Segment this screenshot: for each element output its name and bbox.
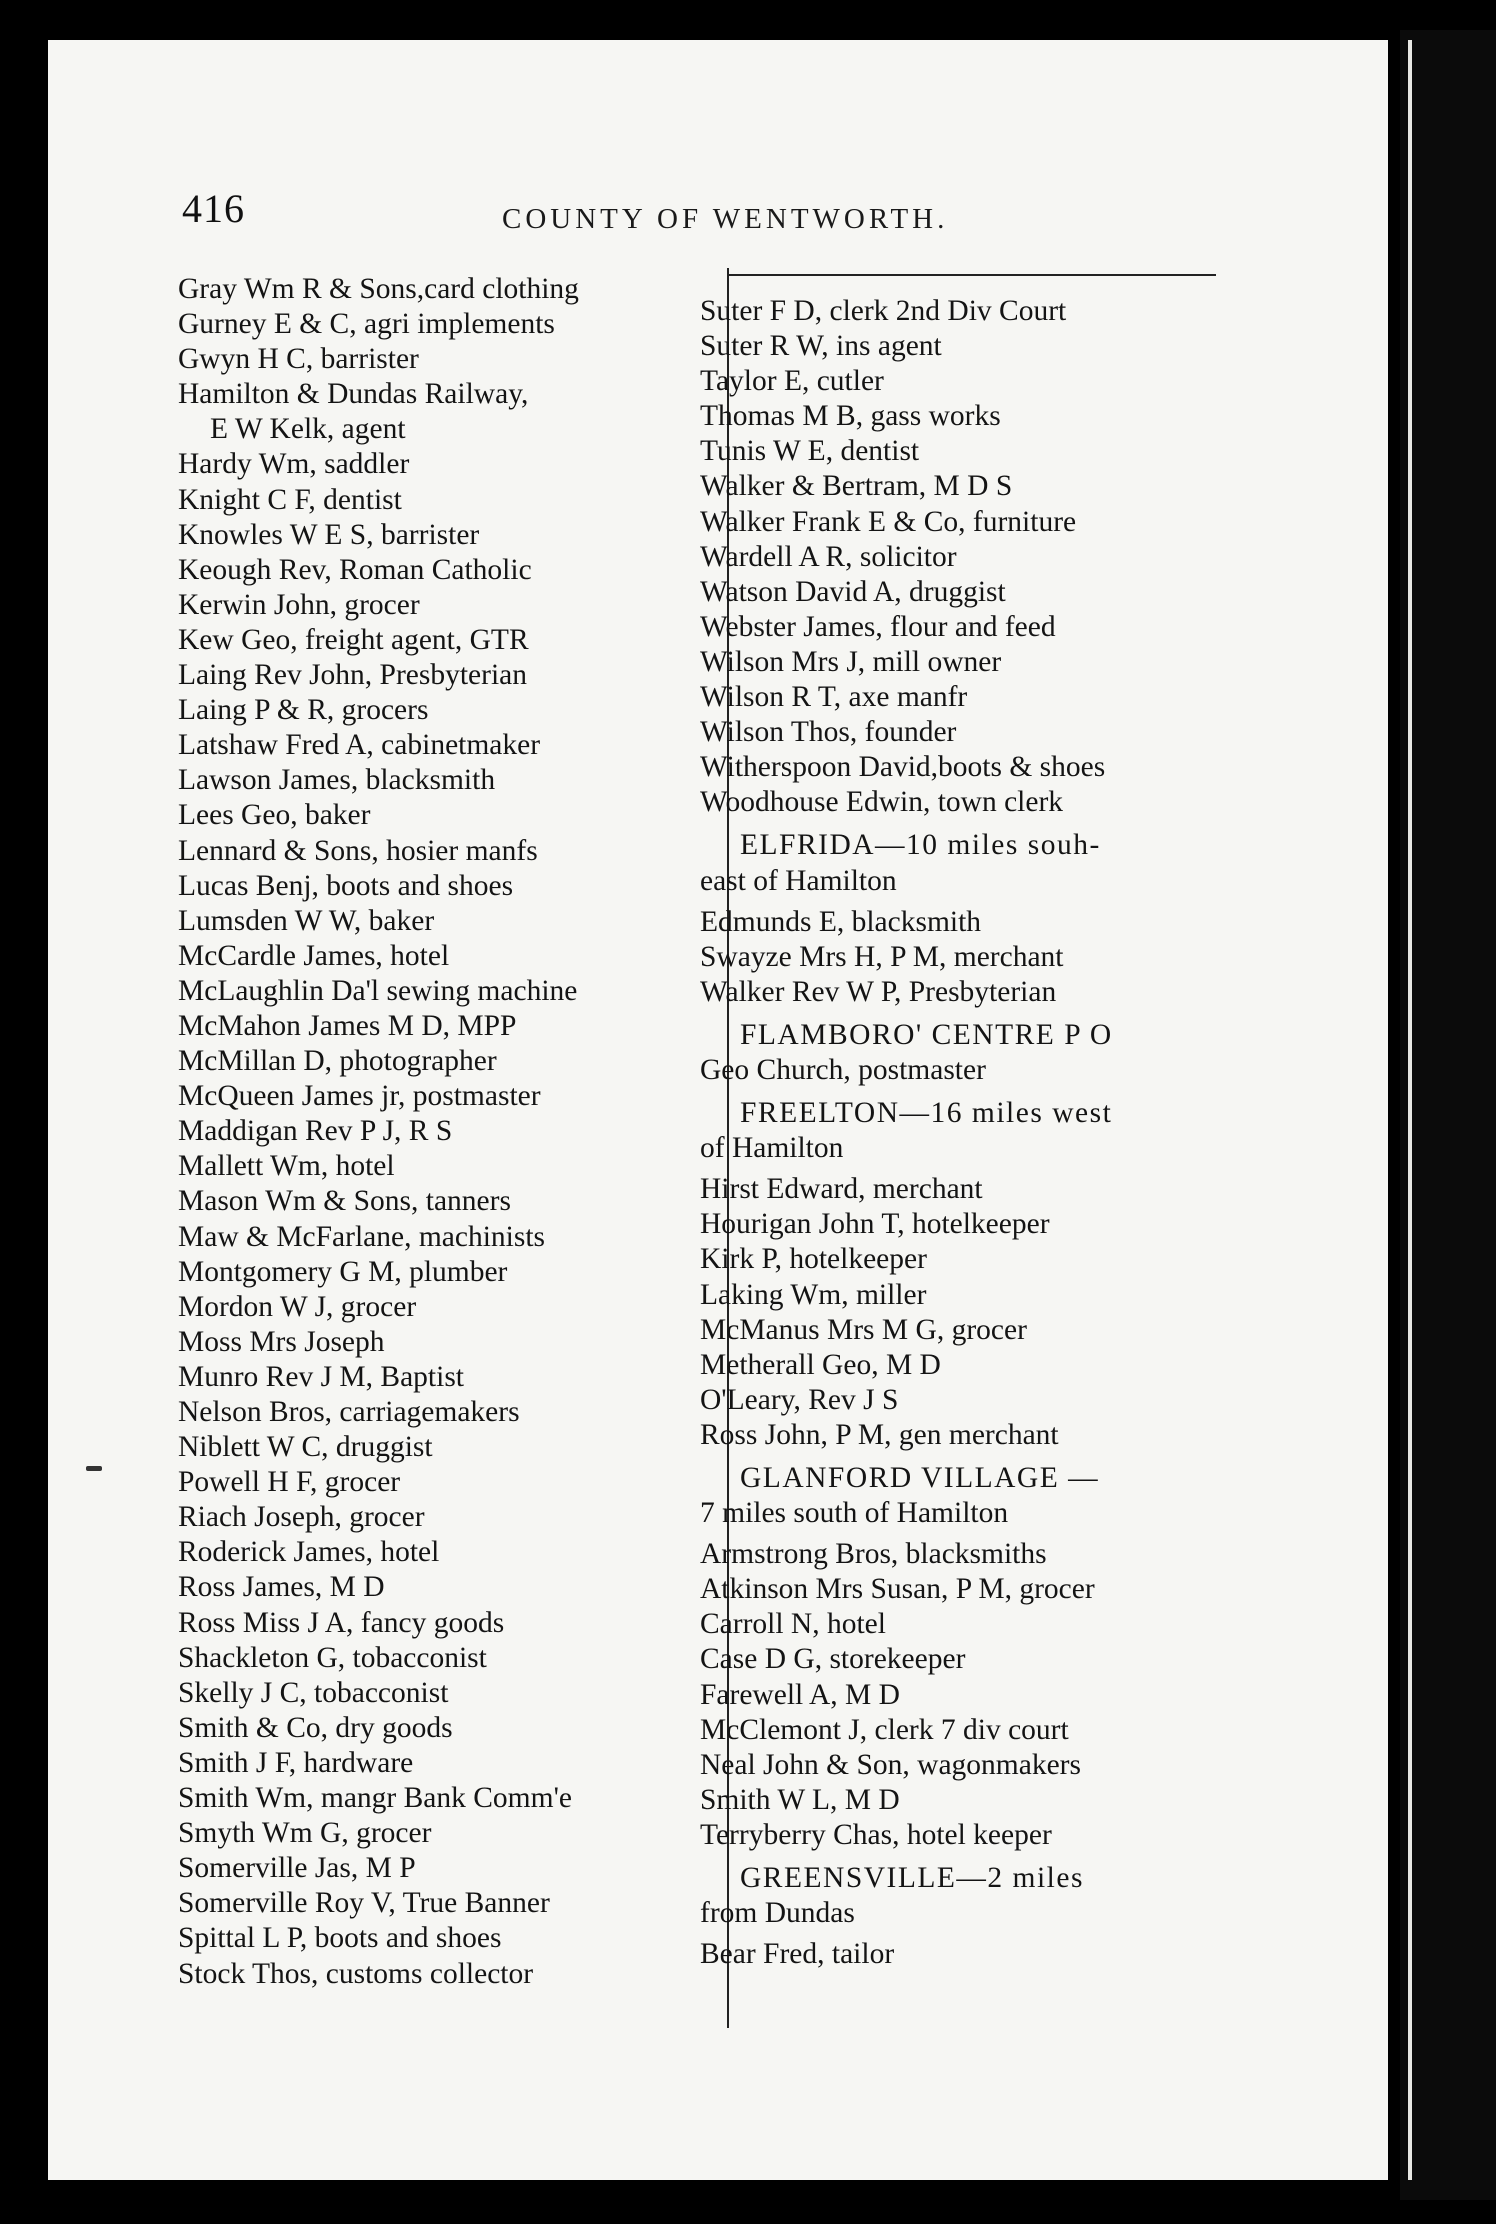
directory-entry: Maw & McFarlane, machinists (178, 1220, 546, 1253)
directory-entry: E W Kelk, agent (210, 413, 406, 446)
directory-entry: McLaughlin Da'l sewing machine (178, 974, 578, 1007)
directory-entry: Roderick James, hotel (178, 1536, 440, 1569)
directory-entry: Case D G, storekeeper (700, 1643, 966, 1676)
section-heading: ELFRIDA—10 miles souh- (740, 829, 1101, 862)
directory-entry: Walker & Bertram, M D S (700, 470, 1013, 503)
directory-entry: Kew Geo, freight agent, GTR (178, 623, 529, 656)
header-rule (728, 274, 1216, 276)
directory-entry: Knowles W E S, barrister (178, 518, 480, 551)
directory-entry: McCardle James, hotel (178, 939, 450, 972)
directory-entry: Walker Frank E & Co, furniture (700, 505, 1077, 538)
directory-entry: Neal John & Son, wagonmakers (700, 1748, 1081, 1781)
page-number: 416 (182, 186, 245, 231)
directory-entry: Wilson Mrs J, mill owner (700, 645, 1002, 678)
directory-entry: Woodhouse Edwin, town clerk (700, 786, 1064, 819)
directory-entry: Mordon W J, grocer (178, 1290, 417, 1323)
directory-entry: Kirk P, hotelkeeper (700, 1243, 927, 1276)
directory-entry: Gurney E & C, agri implements (178, 308, 555, 341)
directory-entry: McMillan D, photographer (178, 1045, 497, 1078)
directory-entry: Terryberry Chas, hotel keeper (700, 1818, 1052, 1851)
directory-entry: Hamilton & Dundas Railway, (178, 378, 529, 411)
page-header (182, 185, 1232, 245)
left-column (178, 272, 718, 1992)
directory-entry: Latshaw Fred A, cabinetmaker (178, 729, 541, 762)
directory-entry: Mallett Wm, hotel (178, 1150, 395, 1183)
directory-entry: Hirst Edward, merchant (700, 1173, 983, 1206)
directory-entry: Powell H F, grocer (178, 1466, 401, 1499)
directory-entry: Swayze Mrs H, P M, merchant (700, 940, 1064, 973)
directory-entry: Edmunds E, blacksmith (700, 905, 982, 938)
directory-entry: Tunis W E, dentist (700, 435, 920, 468)
directory-entry: Somerville Jas, M P (178, 1852, 416, 1885)
directory-entry: Atkinson Mrs Susan, P M, grocer (700, 1573, 1095, 1606)
directory-entry: Niblett W C, druggist (178, 1431, 433, 1464)
directory-entry: Skelly J C, tobacconist (178, 1676, 449, 1709)
directory-entry: Riach Joseph, grocer (178, 1501, 425, 1534)
directory-entry: Lees Geo, baker (178, 799, 371, 832)
directory-entry: Lawson James, blacksmith (178, 764, 496, 797)
directory-entry: Moss Mrs Joseph (178, 1325, 385, 1358)
section-heading: GLANFORD VILLAGE — (740, 1462, 1100, 1494)
directory-entry: Somerville Roy V, True Banner (178, 1887, 550, 1920)
directory-entry: Ross John, P M, gen merchant (700, 1418, 1059, 1451)
directory-entry: of Hamilton (700, 1132, 844, 1165)
directory-entry: Taylor E, cutler (700, 365, 884, 398)
directory-entry: Carroll N, hotel (700, 1608, 886, 1641)
directory-entry: Witherspoon David,boots & shoes (700, 751, 1106, 784)
adjacent-page-edge (1400, 30, 1496, 2200)
directory-entry: McClemont J, clerk 7 div court (700, 1713, 1069, 1746)
directory-entry: from Dundas (700, 1897, 855, 1930)
directory-entry: Geo Church, postmaster (700, 1053, 986, 1086)
directory-entry: Smith Wm, mangr Bank Comm'e (178, 1782, 572, 1815)
adjacent-page-edge-line (1408, 40, 1412, 2180)
directory-entry: Webster James, flour and feed (700, 610, 1056, 643)
directory-entry: Suter R W, ins agent (700, 330, 942, 363)
directory-entry: Gray Wm R & Sons,card clothing (178, 273, 579, 305)
directory-entry: Lennard & Sons, hosier manfs (178, 834, 538, 867)
right-column (700, 294, 1240, 1972)
section-heading: GREENSVILLE—2 miles (740, 1862, 1084, 1895)
directory-entry: Smith W L, M D (700, 1783, 900, 1816)
directory-entry: Ross Miss J A, fancy goods (178, 1606, 505, 1639)
directory-entry: Watson David A, druggist (700, 575, 1006, 608)
directory-entry: Maddigan Rev P J, R S (178, 1115, 453, 1148)
directory-entry: Gwyn H C, barrister (178, 343, 419, 376)
directory-entry: Walker Rev W P, Presbyterian (700, 975, 1057, 1008)
directory-entry: Nelson Bros, carriagemakers (178, 1396, 520, 1428)
directory-entry: Thomas M B, gass works (700, 400, 1001, 433)
directory-entry: Wilson Thos, founder (700, 716, 957, 749)
directory-entry: Farewell A, M D (700, 1678, 900, 1711)
directory-entry: Wilson R T, axe manfr (700, 681, 968, 714)
directory-entry: Mason Wm & Sons, tanners (178, 1185, 511, 1218)
directory-entry: Laing P & R, grocers (178, 694, 429, 727)
section-heading: FREELTON—16 miles west (740, 1097, 1113, 1130)
directory-entry: Lucas Benj, boots and shoes (178, 869, 514, 902)
directory-entry: McQueen James jr, postmaster (178, 1080, 541, 1113)
directory-entry: Laing Rev John, Presbyterian (178, 659, 528, 692)
running-title: COUNTY OF WENTWORTH. (502, 203, 949, 235)
directory-entry: Suter F D, clerk 2nd Div Court (700, 295, 1067, 327)
directory-entry: McManus Mrs M G, grocer (700, 1313, 1027, 1346)
directory-entry: Stock Thos, customs collector (178, 1957, 534, 1990)
directory-entry: Hourigan John T, hotelkeeper (700, 1208, 1050, 1241)
directory-entry: Montgomery G M, plumber (178, 1255, 508, 1288)
directory-entry: Ross James, M D (178, 1571, 385, 1604)
directory-entry: Lumsden W W, baker (178, 904, 435, 937)
directory-entry: Armstrong Bros, blacksmiths (700, 1538, 1047, 1571)
directory-entry: Smyth Wm G, grocer (178, 1817, 432, 1850)
directory-entry: Keough Rev, Roman Catholic (178, 553, 532, 586)
directory-entry: Laking Wm, miller (700, 1278, 927, 1311)
directory-entry: 7 miles south of Hamilton (700, 1497, 1009, 1530)
directory-entry: Shackleton G, tobacconist (178, 1641, 487, 1674)
directory-entry: Metherall Geo, M D (700, 1348, 941, 1381)
directory-entry: Bear Fred, tailor (700, 1938, 895, 1971)
directory-entry: O'Leary, Rev J S (700, 1383, 899, 1416)
directory-entry: Kerwin John, grocer (178, 588, 420, 621)
directory-entry: Spittal L P, boots and shoes (178, 1922, 502, 1955)
directory-entry: Munro Rev J M, Baptist (178, 1360, 464, 1393)
margin-mark (86, 1466, 102, 1471)
directory-entry: McMahon James M D, MPP (178, 1009, 517, 1042)
directory-entry: Smith J F, hardware (178, 1746, 414, 1779)
directory-entry: Knight C F, dentist (178, 483, 402, 516)
directory-entry: Smith & Co, dry goods (178, 1711, 453, 1744)
section-heading: FLAMBORO' CENTRE P O (740, 1018, 1113, 1051)
directory-entry: Wardell A R, solicitor (700, 540, 957, 573)
directory-entry: Hardy Wm, saddler (178, 448, 410, 481)
directory-entry: east of Hamilton (700, 864, 897, 897)
